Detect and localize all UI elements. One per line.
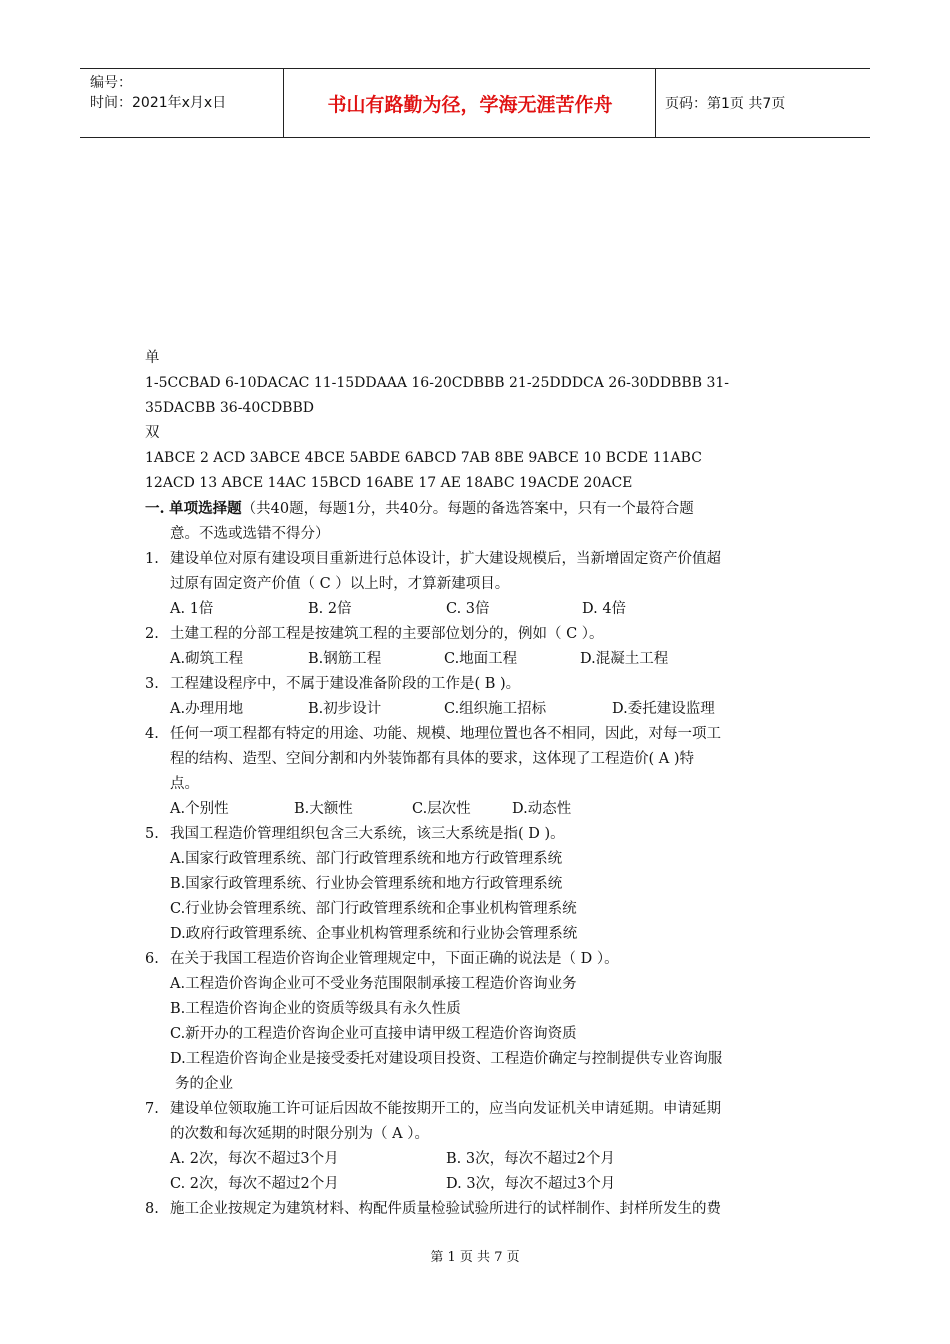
question-text: 施工企业按规定为建筑材料、构配件质量检验试验所进行的试样制作、封样所发生的费 <box>170 1201 721 1217</box>
options-row <box>145 797 810 822</box>
option-c: C. 3倍 <box>446 601 490 617</box>
question-number: 5. <box>145 826 159 842</box>
single-answers-label: 单 <box>145 350 160 366</box>
question-text-cont: 过原有固定资产价值（ C ）以上时，才算新建项目。 <box>170 576 510 592</box>
option-d: D. 3次，每次不超过3个月 <box>446 1176 616 1192</box>
question-number: 1. <box>145 551 159 567</box>
question-text: 建设单位对原有建设项目重新进行总体设计，扩大建设规模后，当新增固定资产价值超 <box>170 551 721 567</box>
question-4 <box>145 722 810 747</box>
option-c: C.地面工程 <box>444 651 518 667</box>
question-text: 在关于我国工程造价咨询企业管理规定中，下面正确的说法是（ D ）。 <box>170 951 619 967</box>
option-a: A.个别性 <box>170 801 229 817</box>
option-d-cont: 务的企业 <box>175 1076 233 1092</box>
question-number: 2. <box>145 626 159 642</box>
options-row <box>145 1172 810 1197</box>
option-a: A. 1倍 <box>170 601 214 617</box>
option-d: D.工程造价咨询企业是接受委托对建设项目投资、工程造价确定与控制提供专业咨询服 <box>170 1051 723 1067</box>
double-answers-label: 双 <box>145 425 160 441</box>
option-a: A.国家行政管理系统、部门行政管理系统和地方行政管理系统 <box>170 851 563 867</box>
header-meta <box>90 73 226 113</box>
single-answers-line: 1-5CCBAD 6-10DACAC 11-15DDAAA 16-20CDBBB 21-25DDDCA 26-30DDBBB 31- <box>145 375 729 391</box>
option-b: B. 3次，每次不超过2个月 <box>446 1151 615 1167</box>
option-a: A.工程造价咨询企业可不受业务范围限制承接工程造价咨询业务 <box>170 976 577 992</box>
question-text: 任何一项工程都有特定的用途、功能、规模、地理位置也各不相同，因此，对每一项工 <box>170 726 721 742</box>
question-text: 土建工程的分部工程是按建筑工程的主要部位划分的，例如（ C ）。 <box>170 626 604 642</box>
question-number: 3. <box>145 676 159 692</box>
option-a: A.砌筑工程 <box>170 651 244 667</box>
time-label: 时间：2021年x月x日 <box>90 95 227 111</box>
option-d: D.动态性 <box>512 801 572 817</box>
question-8 <box>145 1197 810 1222</box>
question-3 <box>145 672 810 697</box>
double-answers-line: 1ABCE 2 ACD 3ABCE 4BCE 5ABDE 6ABCD 7AB 8BE 9ABCE 10 BCDE 11ABC <box>145 450 702 466</box>
option-c: C.层次性 <box>412 801 471 817</box>
option-c: C.组织施工招标 <box>444 701 547 717</box>
single-answers-line: 35DACBB 36-40CDBBD <box>145 400 314 416</box>
option-b: B.工程造价咨询企业的资质等级具有永久性质 <box>170 1001 461 1017</box>
section-description: （共40题，每题1分，共40分。每题的备选答案中，只有一个最符合题 <box>241 501 694 517</box>
options-row <box>145 597 810 622</box>
option-a: A. 2次，每次不超过3个月 <box>170 1151 339 1167</box>
option-d: D.混凝土工程 <box>580 651 669 667</box>
question-number: 7. <box>145 1101 159 1117</box>
option-d: D.委托建设监理 <box>612 701 715 717</box>
option-b: B.大额性 <box>294 801 353 817</box>
option-b: B.钢筋工程 <box>308 651 382 667</box>
option-b: B. 2倍 <box>308 601 352 617</box>
number-label: 编号： <box>90 75 132 91</box>
question-text-cont: 程的结构、造型、空间分割和内外装饰都有具体的要求，这体现了工程造价( A )特 <box>170 751 695 767</box>
option-d: D.政府行政管理系统、企事业机构管理系统和行业协会管理系统 <box>170 926 578 942</box>
header-divider <box>283 69 284 137</box>
question-number: 4. <box>145 726 159 742</box>
question-number: 8. <box>145 1201 159 1217</box>
question-1 <box>145 547 810 572</box>
page-header <box>80 68 870 138</box>
page-footer: 第 1 页 共 7 页 <box>430 1250 520 1265</box>
question-text-cont: 点。 <box>170 776 199 792</box>
options-row <box>145 647 810 672</box>
question-text: 我国工程造价管理组织包含三大系统，该三大系统是指( D )。 <box>170 826 565 842</box>
option-c: C.新开办的工程造价咨询企业可直接申请甲级工程造价咨询资质 <box>170 1026 577 1042</box>
question-6 <box>145 947 810 972</box>
question-2 <box>145 622 810 647</box>
section-title: 单项选择题 <box>169 500 242 517</box>
question-number: 6. <box>145 951 159 967</box>
option-b: B.初步设计 <box>308 701 382 717</box>
options-row <box>145 1147 810 1172</box>
question-7 <box>145 1097 810 1122</box>
section-description-cont: 意。不选或选错不得分） <box>170 526 330 542</box>
option-d: D. 4倍 <box>582 601 627 617</box>
header-divider <box>655 69 656 137</box>
header-motto: 书山有路勤为径，学海无涯苦作舟 <box>327 93 613 116</box>
section-heading <box>145 496 810 522</box>
option-c: C. 2次，每次不超过2个月 <box>170 1176 339 1192</box>
document-body <box>145 346 810 1222</box>
double-answers-line: 12ACD 13 ABCE 14AC 15BCD 16ABE 17 AE 18ABC 19ACDE 20ACE <box>145 475 633 491</box>
question-text: 工程建设程序中，不属于建设准备阶段的工作是( B )。 <box>170 676 521 692</box>
options-row <box>145 697 810 722</box>
question-text-cont: 的次数和每次延期的时限分别为（ A ）。 <box>170 1126 429 1142</box>
header-page-info: 页码：第1页 共7页 <box>665 96 786 112</box>
option-a: A.办理用地 <box>170 701 244 717</box>
question-text: 建设单位领取施工许可证后因故不能按期开工的，应当向发证机关申请延期。申请延期 <box>170 1101 721 1117</box>
option-b: B.国家行政管理系统、行业协会管理系统和地方行政管理系统 <box>170 876 563 892</box>
question-5 <box>145 822 810 847</box>
section-marker: 一. <box>145 500 165 517</box>
option-c: C.行业协会管理系统、部门行政管理系统和企事业机构管理系统 <box>170 901 577 917</box>
